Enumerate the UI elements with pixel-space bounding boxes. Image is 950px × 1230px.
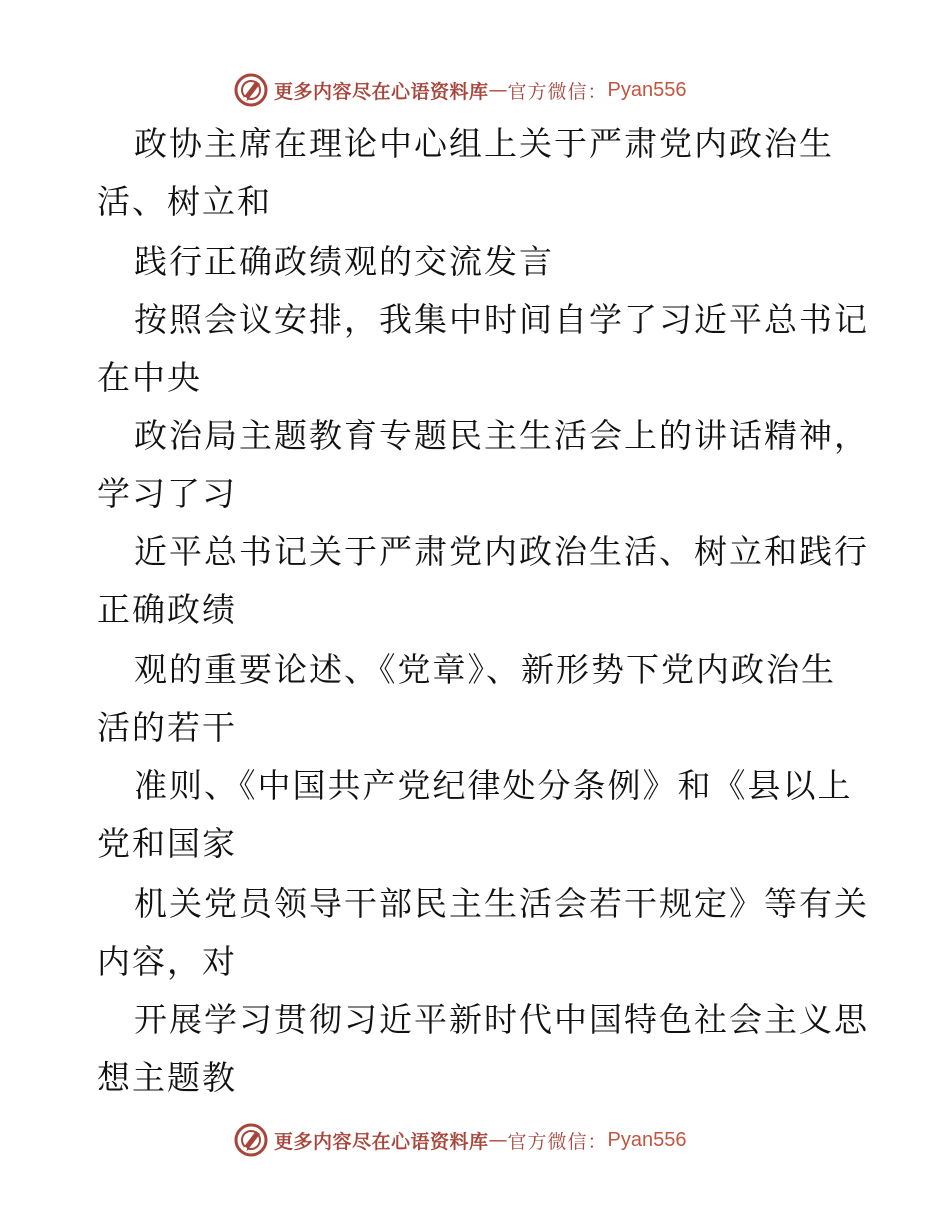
pen-logo-icon <box>234 73 268 107</box>
text-line: 活、树立和 <box>97 182 272 221</box>
text-line: 观的重要论述、《党章》、新形势下党内政治生 <box>134 650 836 689</box>
footer-banner-content <box>234 1122 687 1158</box>
text-line: 想主题教 <box>97 1058 237 1097</box>
text-line: 政协主席在理论中心组上关于严肃党内政治生 <box>134 124 834 163</box>
text-line: 党和国家 <box>97 824 237 863</box>
footer-banner-separator: — <box>488 1129 508 1151</box>
text-line: 内容，对 <box>97 942 237 981</box>
text-line: 在中央 <box>97 358 202 397</box>
pen-logo-icon <box>234 1123 268 1157</box>
text-line: 政治局主题教育专题民主生活会上的讲话精神， <box>134 416 869 455</box>
text-line: 学习了习 <box>97 474 237 513</box>
footer-banner <box>0 1120 950 1160</box>
text-line: 准则、《中国共产党纪律处分条例》和《县以上 <box>134 766 853 805</box>
header-banner-separator: — <box>488 79 508 101</box>
header-banner-content <box>234 72 687 108</box>
text-line: 机关党员领导干部民主生活会若干规定》等有关 <box>134 884 869 923</box>
footer-banner-sub: 官方微信： <box>507 1130 608 1153</box>
text-line: 按照会议安排，我集中时间自学了习近平总书记 <box>134 300 869 339</box>
footer-banner-id: Pyan556 <box>607 1128 687 1151</box>
header-banner <box>0 70 950 110</box>
text-line: 活的若干 <box>97 708 237 747</box>
header-banner-id: Pyan556 <box>607 78 687 101</box>
text-line: 开展学习贯彻习近平新时代中国特色社会主义思 <box>134 1000 869 1039</box>
text-line: 近平总书记关于严肃党内政治生活、树立和践行 <box>134 532 869 571</box>
text-line: 践行正确政绩观的交流发言 <box>134 242 554 281</box>
header-banner-sub: 官方微信： <box>507 80 608 103</box>
footer-banner-text: 更多内容尽在心语资料库 <box>274 1130 489 1153</box>
text-line: 正确政绩 <box>97 590 237 629</box>
header-banner-text: 更多内容尽在心语资料库 <box>274 80 489 103</box>
